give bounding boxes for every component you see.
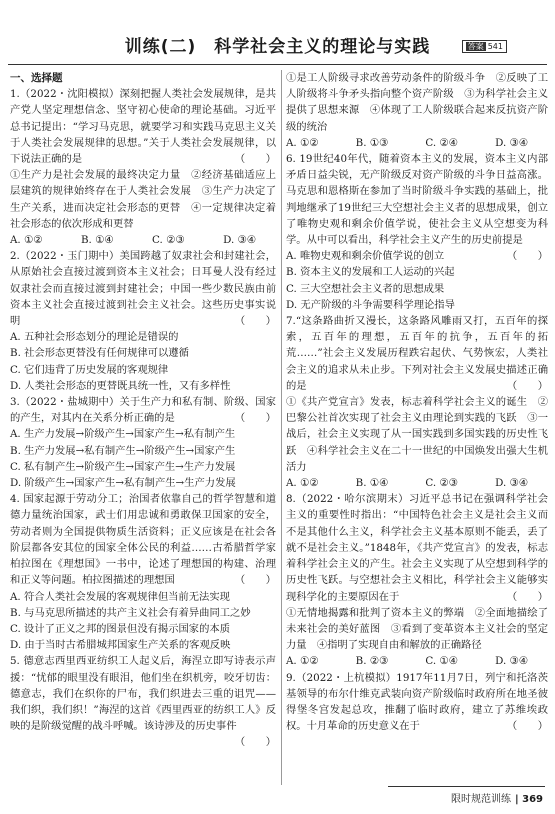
page-header xyxy=(0,30,555,58)
option: D. 由于当时古希腊城邦国家生产关系的客观反映 xyxy=(10,639,231,652)
page-title: 训练(二) 科学社会主义的理论与实践 xyxy=(124,37,431,57)
answer-label: 答案 xyxy=(467,42,484,51)
option: D. 人类社会形态的更替既具统一性，又有多样性 xyxy=(10,379,231,392)
option: A. ①② xyxy=(10,234,43,247)
option: D. 阶级产生→国家产生→私有制产生→生产力发展 xyxy=(10,477,236,490)
option: C. 设计了正义之邦的图景但没有揭示国家的本质 xyxy=(10,622,230,635)
footer-label: 限时规范训练 xyxy=(450,794,511,805)
right-column xyxy=(286,70,548,734)
option: D. ③④ xyxy=(495,477,528,490)
question-7 xyxy=(286,313,548,394)
question-5 xyxy=(10,653,276,749)
answer-page-badge xyxy=(462,40,507,53)
answer-paren: （ ） xyxy=(506,720,548,733)
page-footer xyxy=(451,790,543,805)
option: C. ②③ xyxy=(152,234,185,247)
option: C. ②③ xyxy=(425,477,458,490)
question-5-stem: 5. 德意志西里西亚纺织工人起义后，海涅立即写诗表示声援：“忧郁的眼里没有眼泪，他们坐在织机旁，咬牙切齿：德意志，我们在织你的尸布，我们织进去三重的诅咒——我们织，我们织！”海涅的这首《西里西亚的纺织工人》反映的是阶级觉醒的战斗呼喊。该诗涉及的历史事件 xyxy=(10,655,276,733)
option: B. 资本主义的发展和工人运动的兴起 xyxy=(286,266,455,279)
footer-rule xyxy=(388,786,545,787)
option: A. ①② xyxy=(286,136,319,149)
option: D. ③④ xyxy=(495,655,528,668)
answer-paren: （ ） xyxy=(234,412,276,425)
page-number-value: 369 xyxy=(522,794,543,805)
option: B. 社会形态更替没有任何规律可以遵循 xyxy=(10,347,189,360)
question-7-options xyxy=(286,475,548,491)
option: A. 五种社会形态划分的理论是错误的 xyxy=(10,331,179,344)
answer-paren: （ ） xyxy=(506,379,548,392)
option: A. 唯物史观和剩余价值学说的创立 xyxy=(286,250,445,263)
section-heading: 一、选择题 xyxy=(10,72,63,84)
question-7-stem: 7.“这条路曲折又漫长，这条路风雕雨又打，五百年的探索，五百年的理想，五百年的抗争，五百年的拓荒……”社会主义发展历程跌宕起伏、气势恢宏，人类社会主义的追求从未止步。下列对社会主义发展史描述正确的是 xyxy=(286,315,548,392)
option: C. 它们违背了历史发展的客观规律 xyxy=(10,363,169,376)
question-9 xyxy=(286,670,548,735)
option: B. ①③ xyxy=(355,136,389,149)
option: A. ①② xyxy=(286,655,319,668)
option: D. 无产阶级的斗争需要科学理论指导 xyxy=(286,298,455,311)
question-9-stem: 9.（2022・上杭模拟）1917年11月7日，列宁和托洛茨基领导的布尔什维克武装向资产阶级临时政府所在地圣彼得堡冬宫发起总攻，推翻了临时政府，建立了苏维埃政权。十月革命的历史意义在于 xyxy=(286,671,548,733)
question-3 xyxy=(10,394,276,426)
option: C. 私有制产生→阶级产生→国家产生→生产力发展 xyxy=(10,460,236,473)
answer-paren: （ ） xyxy=(506,590,548,603)
option: C. 三大空想社会主义者的思想成果 xyxy=(286,282,445,295)
question-1 xyxy=(10,86,276,167)
option: B. ①④ xyxy=(355,477,389,490)
question-7-statements: ①《共产党宣言》发表，标志着科学社会主义的诞生 ②巴黎公社首次实现了社会主义由理论到实践的飞跃 ③一战后，社会主义实现了从一国实践到多国实践的历史性飞跃 ④科学社会主义在二十一世纪的中国焕发出强大生机活力 xyxy=(286,396,548,473)
option: A. 生产力发展→阶级产生→国家产生→私有制产生 xyxy=(10,428,236,441)
question-8-options xyxy=(286,653,548,669)
option: B. ①④ xyxy=(80,234,114,247)
left-column xyxy=(10,70,276,751)
question-5-options xyxy=(286,135,548,151)
answer-page-number: 541 xyxy=(487,42,503,51)
option: B. 与马克思所描述的共产主义社会有着异曲同工之妙 xyxy=(10,606,251,619)
option: C. ②④ xyxy=(425,136,458,149)
option: D. ③④ xyxy=(223,234,256,247)
answer-paren: （ ） xyxy=(506,250,548,263)
question-6-stem: 6. 19世纪40年代，随着资本主义的发展，资本主义内部矛盾日益尖锐，无产阶级反对资产阶级的斗争日益高涨。马克思和恩格斯在参加了当时阶级斗争实践的基础上，批判地继承了19世纪三大空想社会主义者的思想成果，创立了唯物史观和剩余价值学说，使社会主义从空想变为科学。从中可以看出，科学社会主义产生的历史前提是 xyxy=(286,153,548,247)
option: A. 符合人类社会发展的客观规律但当前无法实现 xyxy=(10,590,230,603)
option: A. ①② xyxy=(286,477,319,490)
question-8-statements: ①无情地揭露和批判了资本主义的弊端 ②全面地描绘了未来社会的美好蓝图 ③看到了变革资本主义社会的坚定力量 ④指明了实现自由和解放的正确路径 xyxy=(286,606,548,652)
answer-paren: （ ） xyxy=(234,574,276,587)
question-8-stem: 8.（2022・哈尔滨期末）习近平总书记在强调科学社会主义的重要性时指出：“中国特色社会主义是社会主义而不是其他什么主义，科学社会主义基本原则不能丢，丢了就不是社会主义。”1848年，《共产党宣言》的发表，标志着科学社会主义的产生。社会主义实现了从空想到科学的历史性飞跃。与空想社会主义相比，科学社会主义能够实现科学化的主要原因在于 xyxy=(286,493,548,603)
question-4-stem: 4. 国家起源于劳动分工；治国者依靠自己的哲学智慧和道德力量统治国家，武士们用忠诚和勇敢保卫国家的安全，劳动者则为全国提供物质生活资料；正义应该是在社会各阶层都各安其位的国家全体公民的利益……古希腊哲学家柏拉图在《理想国》一书中，论述了理想国的构建、治理和正义等问题。柏拉图描述的理想国 xyxy=(10,493,276,587)
answer-paren: （ ） xyxy=(234,315,276,328)
question-1-statements: ①生产力是社会发展的最终决定力量 ②经济基础适应上层建筑的规律始终存在于人类社会发展 ③生产力决定了生产关系，进而决定社会形态的更替 ④一定规律决定着社会形态的依次形成和更替 xyxy=(10,169,276,230)
option: C. ①④ xyxy=(425,655,458,668)
column-divider xyxy=(281,70,282,785)
question-5-statements: ①是工人阶级寻求改善劳动条件的阶级斗争 ②反映了工人阶级将斗争矛头指向整个资产阶级 ③为科学社会主义提供了思想来源 ④体现了工人阶级联合起来反抗资产阶级的统治 xyxy=(286,72,548,133)
question-2-stem: 2.（2022・玉门期中）美国跨越了奴隶社会和封建社会，从原始社会直接过渡到资本主义社会；日耳曼人没有经过奴隶社会而直接过渡到封建社会；中国一些少数民族由前资本主义社会直接过渡到社会主义社会。这些历史事实说明 xyxy=(10,250,276,328)
answer-paren: （ ） xyxy=(234,153,276,166)
question-3-stem: 3.（2022・盐城期中）关于生产力和私有制、阶级、国家的产生，对其内在关系分析正确的是 xyxy=(10,396,276,425)
option: D. ③④ xyxy=(495,136,528,149)
header-rule xyxy=(8,64,547,65)
page-number: | 369 xyxy=(514,794,543,805)
question-2 xyxy=(10,248,276,329)
question-8 xyxy=(286,491,548,604)
answer-paren: （ ） xyxy=(234,736,276,749)
question-1-stem: 1.（2022・沈阳模拟）深刻把握人类社会发展规律，是共产党人坚定理想信念、坚守初心使命的理论基础。习近平总书记提出：“学习马克思，就要学习和实践马克思主义关于人类社会发展规律的思想。”关于人类社会发展规律，以下说法正确的是 xyxy=(10,88,276,166)
question-1-options xyxy=(10,232,276,248)
question-4 xyxy=(10,491,276,588)
option: B. 生产力发展→私有制产生→阶级产生→国家产生 xyxy=(10,444,236,457)
option: B. ②③ xyxy=(355,655,389,668)
